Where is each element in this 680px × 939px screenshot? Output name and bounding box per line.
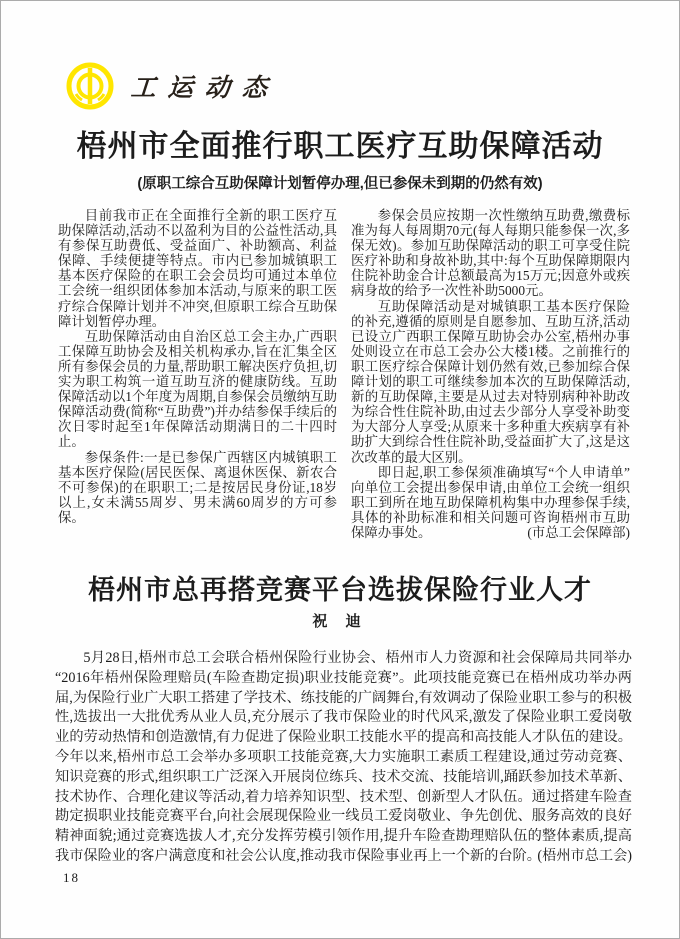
article-1-title: 梧州市全面推行职工医疗互助保障活动 [76, 130, 604, 163]
article-1-subtitle: (原职工综合互助保障计划暂停办理,但已参保未到期的仍然有效) [137, 176, 543, 192]
paragraph: 5月28日,梧州市总工会联合梧州保险行业协会、梧州市人力资源和社会保障局共同举办“2016年梧州保险理赔员(车险查勘定损)职业技能竞赛”。此项技能竞赛已在梧州成功举办两届,为保险行业广大职工搭建了学技术、练技能的广阔舞台,有效调动了保险业职工参与的积极性,选拔出一大批优秀从业人员,充分展示了我市保险业的时代风采,激发了保险业职工爱岗敬业的劳动热情和创造激情,有力促进了保险业职工技能水平的提高和高技能人才队伍的建设。今年以来,梧州市总工会举办多项职工技能竞赛,大力实施职工素质工程建设,通过劳动竞赛、知识竞赛的形式,组织职工广泛深入开展岗位练兵、技术交流、技能培训,踊跃参加技术革新、技术协作、合理化建议等活动,着力培养知识型、技术型、创新型人才队伍。通过搭建车险查勘定损职业技能竞赛平台,向社会展现保险业一线员工爱岗敬业、争先创优、服务高效的良好精神面貌;通过竞赛选拔人才,充分发挥劳模引领作用,提升车险查勘理赔队伍的整体素质,提高我市保险业的客户满意度和社会公认度,推动我市保险事业再上一个新的台阶。 [55, 650, 632, 864]
article-1-attribution: (市总工会保障部) [527, 524, 630, 540]
article-2-attribution: (梧州市总工会) [537, 847, 632, 864]
article-2-body [55, 649, 632, 867]
paragraph: 互助保障活动由自治区总工会主办,广西职工保障互助协会及相关机构承办,旨在汇集全区所有参保会员的力量,帮助职工解决医疗负担,切实为职工构筑一道互助互济的健康防线。互助保障活动以1个年度为周期,自参保会员缴纳互助保障活动费(简称“互助费”)并办结参保手续后的次日零时起至1年保障活动期满日的二十四时止。 [58, 328, 337, 450]
page-header [65, 61, 279, 111]
column-header-title: 工运动态 [129, 75, 280, 102]
article-1-body [58, 208, 630, 541]
union-emblem-icon [65, 61, 115, 111]
paragraph: 目前我市正在全面推行全新的职工医疗互助保障活动,活动不以盈利为目的公益性活动,具有参保互助费低、受益面广、补助额高、利益保障、手续便捷等特点。市内已参加城镇职工基本医疗保险的在职工会会员均可通过本单位工会统一组织团体参加本活动,与原来的职工医疗综合保障计划并不冲突,但原职工综合互助保障计划暂停办理。 [58, 208, 337, 329]
paragraph: 互助保障活动是对城镇职工基本医疗保险的补充,遵循的原则是自愿参加、互助互济,活动已设立广西职工保障互助协会办公室,梧州办事处则设立在市总工会办公大楼1楼。之前推行的职工医疗综合保障计划仍然有效,已参加综合保障计划的职工可继续参加本次的互助保障活动,新的互助保障,主要是从过去对特别病种补助改为综合性住院补助,由过去少部分人享受补助变为大部分人享受;从原来十多种重大疾病享有补助扩大到综合性住院补助,受益面扩大了,这是这次改革的最大区别。 [351, 298, 630, 465]
page-number: 18 [63, 870, 80, 885]
article-2-title: 梧州市总再搭竞赛平台选拔保险行业人才 [88, 575, 592, 605]
paragraph: 参保会员应按期一次性缴纳互助费,缴费标准为每人每周期70元(每人每期只能参保一次,多保无效)。参加互助保障活动的职工可享受住院医疗补助和身故补助,其中:每个互助保障期限内住院补助金合计总额最高为15万元;因意外或疾病身故的给予一次性补助5000元。 [351, 208, 630, 299]
paragraph: 参保条件:一是已参保广西辖区内城镇职工基本医疗保险(居民医保、离退休医保、新农合不可参保)的在职职工;二是按居民身份证,18岁以上,女未满55周岁、男未满60周岁的方可参保。 [58, 449, 337, 525]
paragraph: 即日起,职工参保须准确填写“个人申请单”向单位工会提出参保申请,由单位工会统一组织职工到所在地互助保障机构集中办理参保手续,具体的补助标准和相关问题可咨询梧州市互助保障办事处。 [351, 464, 630, 540]
article-2-author: 祝 迪 [312, 613, 368, 630]
